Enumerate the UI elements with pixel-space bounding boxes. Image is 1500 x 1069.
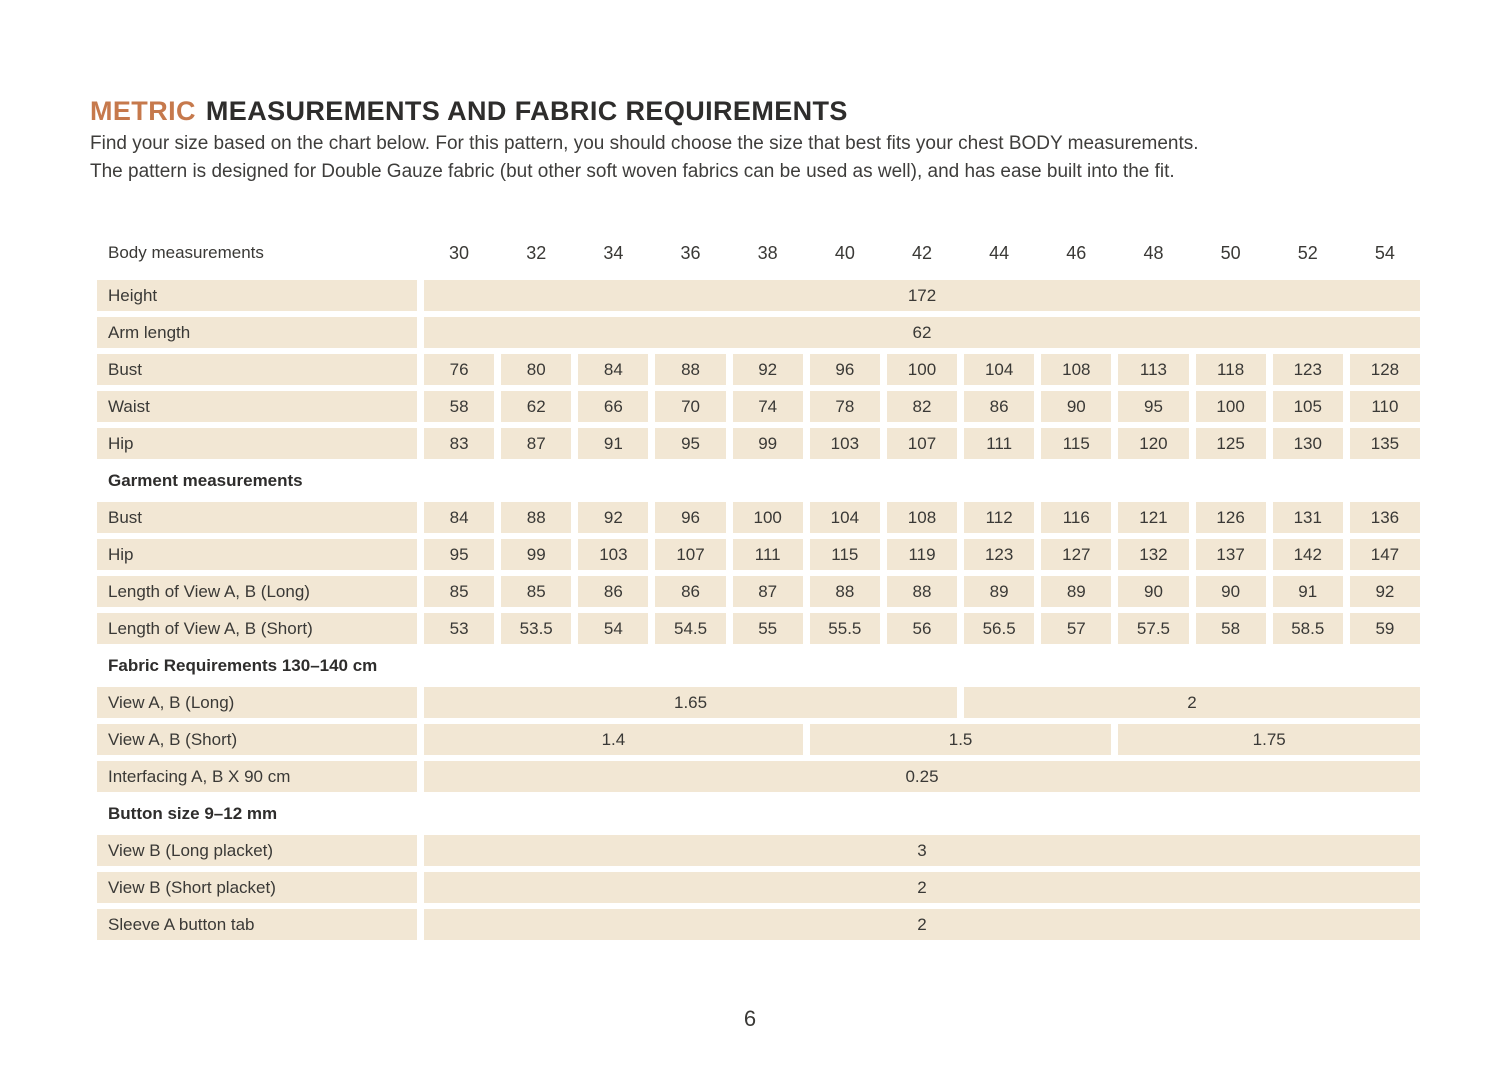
table-header-label: Body measurements [108, 243, 264, 262]
row-label: View A, B (Short) [97, 724, 417, 755]
value-cell: 99 [733, 428, 803, 459]
value-cell: 111 [964, 428, 1034, 459]
value-cell: 88 [810, 576, 880, 607]
row-label: Bust [97, 354, 417, 385]
row-label: Bust [97, 502, 417, 533]
value-cell: 92 [733, 354, 803, 385]
page-title-accent: METRIC [90, 96, 196, 126]
value-cell: 121 [1118, 502, 1188, 533]
value-cell: 58 [1196, 613, 1266, 644]
value-cell: 90 [1196, 576, 1266, 607]
value-cell: 62 [424, 317, 1420, 348]
row-label: View B (Short placket) [97, 872, 417, 903]
page-number: 6 [743, 1006, 757, 1031]
row-label: Waist [97, 391, 417, 422]
value-cell: 108 [1041, 354, 1111, 385]
value-cell: 88 [887, 576, 957, 607]
measurement-table [97, 232, 1420, 940]
value-cell: 112 [964, 502, 1034, 533]
value-cell: 1.75 [1118, 724, 1420, 755]
value-cell: 115 [1041, 428, 1111, 459]
value-cell: 66 [578, 391, 648, 422]
value-cell: 89 [964, 576, 1034, 607]
value-cell: 1.4 [424, 724, 803, 755]
row-label: Length of View A, B (Long) [97, 576, 417, 607]
size-column-header: 52 [1297, 242, 1318, 263]
value-cell: 132 [1118, 539, 1188, 570]
row-label: Height [97, 280, 417, 311]
value-cell: 55 [733, 613, 803, 644]
intro-paragraph [90, 130, 1420, 186]
value-cell: 84 [424, 502, 494, 533]
value-cell: 119 [887, 539, 957, 570]
value-cell: 0.25 [424, 761, 1420, 792]
value-cell: 142 [1273, 539, 1343, 570]
value-cell: 104 [810, 502, 880, 533]
value-cell: 90 [1118, 576, 1188, 607]
value-cell: 100 [887, 354, 957, 385]
value-cell: 90 [1041, 391, 1111, 422]
value-cell: 123 [1273, 354, 1343, 385]
size-column-header: 34 [603, 242, 624, 263]
value-cell: 86 [964, 391, 1034, 422]
page-title-rest: MEASUREMENTS AND FABRIC REQUIREMENTS [205, 96, 848, 126]
intro-line-2: The pattern is designed for Double Gauze fabric (but other soft woven fabrics can be used as well), and has ease built into the fit. [90, 161, 1175, 182]
value-cell: 131 [1273, 502, 1343, 533]
row-label: Length of View A, B (Short) [97, 613, 417, 644]
value-cell: 125 [1196, 428, 1266, 459]
size-column-header: 32 [526, 242, 547, 263]
value-cell: 78 [810, 391, 880, 422]
value-cell: 53 [424, 613, 494, 644]
value-cell: 107 [887, 428, 957, 459]
value-cell: 113 [1118, 354, 1188, 385]
value-cell: 115 [810, 539, 880, 570]
value-cell: 103 [578, 539, 648, 570]
value-cell: 54 [578, 613, 648, 644]
value-cell: 136 [1350, 502, 1420, 533]
value-cell: 110 [1350, 391, 1420, 422]
section-header: Button size 9–12 mm [97, 798, 1420, 829]
value-cell: 87 [733, 576, 803, 607]
value-cell: 57.5 [1118, 613, 1188, 644]
row-label: Hip [97, 539, 417, 570]
value-cell: 55.5 [810, 613, 880, 644]
size-column-header: 38 [757, 242, 778, 263]
intro-line-1: Find your size based on the chart below. For this pattern, you should choose the size that best fits your chest BODY measurements. [90, 133, 1199, 154]
value-cell: 105 [1273, 391, 1343, 422]
value-cell: 123 [964, 539, 1034, 570]
row-label: View B (Long placket) [97, 835, 417, 866]
value-cell: 58.5 [1273, 613, 1343, 644]
value-cell: 99 [501, 539, 571, 570]
value-cell: 2 [424, 909, 1420, 940]
value-cell: 118 [1196, 354, 1266, 385]
value-cell: 135 [1350, 428, 1420, 459]
value-cell: 95 [1118, 391, 1188, 422]
value-cell: 80 [501, 354, 571, 385]
value-cell: 100 [1196, 391, 1266, 422]
row-label: Hip [97, 428, 417, 459]
value-cell: 1.5 [810, 724, 1112, 755]
value-cell: 57 [1041, 613, 1111, 644]
size-column-header: 44 [989, 242, 1010, 263]
value-cell: 82 [887, 391, 957, 422]
value-cell: 137 [1196, 539, 1266, 570]
value-cell: 70 [655, 391, 725, 422]
size-column-header: 54 [1374, 242, 1395, 263]
value-cell: 96 [810, 354, 880, 385]
value-cell: 127 [1041, 539, 1111, 570]
value-cell: 3 [424, 835, 1420, 866]
value-cell: 108 [887, 502, 957, 533]
value-cell: 100 [733, 502, 803, 533]
value-cell: 172 [424, 280, 1420, 311]
value-cell: 95 [424, 539, 494, 570]
size-column-header: 50 [1220, 242, 1241, 263]
size-column-header: 42 [911, 242, 932, 263]
value-cell: 126 [1196, 502, 1266, 533]
value-cell: 89 [1041, 576, 1111, 607]
value-cell: 2 [964, 687, 1420, 718]
section-header: Garment measurements [97, 465, 1420, 496]
value-cell: 130 [1273, 428, 1343, 459]
value-cell: 83 [424, 428, 494, 459]
value-cell: 56.5 [964, 613, 1034, 644]
size-column-header: 48 [1143, 242, 1164, 263]
value-cell: 95 [655, 428, 725, 459]
section-header: Fabric Requirements 130–140 cm [97, 650, 1420, 681]
row-label: Interfacing A, B X 90 cm [97, 761, 417, 792]
value-cell: 128 [1350, 354, 1420, 385]
value-cell: 104 [964, 354, 1034, 385]
value-cell: 88 [501, 502, 571, 533]
value-cell: 85 [501, 576, 571, 607]
value-cell: 116 [1041, 502, 1111, 533]
value-cell: 111 [733, 539, 803, 570]
row-label: Sleeve A button tab [97, 909, 417, 940]
value-cell: 56 [887, 613, 957, 644]
value-cell: 53.5 [501, 613, 571, 644]
value-cell: 107 [655, 539, 725, 570]
value-cell: 103 [810, 428, 880, 459]
row-label: View A, B (Long) [97, 687, 417, 718]
value-cell: 120 [1118, 428, 1188, 459]
value-cell: 92 [578, 502, 648, 533]
size-column-header: 40 [834, 242, 855, 263]
value-cell: 88 [655, 354, 725, 385]
row-label: Arm length [97, 317, 417, 348]
value-cell: 54.5 [655, 613, 725, 644]
value-cell: 86 [655, 576, 725, 607]
value-cell: 58 [424, 391, 494, 422]
value-cell: 86 [578, 576, 648, 607]
value-cell: 1.65 [424, 687, 957, 718]
value-cell: 91 [1273, 576, 1343, 607]
value-cell: 91 [578, 428, 648, 459]
value-cell: 85 [424, 576, 494, 607]
size-column-header: 46 [1066, 242, 1087, 263]
value-cell: 74 [733, 391, 803, 422]
value-cell: 59 [1350, 613, 1420, 644]
size-column-header: 30 [449, 242, 470, 263]
value-cell: 96 [655, 502, 725, 533]
value-cell: 87 [501, 428, 571, 459]
size-column-header: 36 [680, 242, 701, 263]
value-cell: 92 [1350, 576, 1420, 607]
value-cell: 147 [1350, 539, 1420, 570]
value-cell: 62 [501, 391, 571, 422]
value-cell: 84 [578, 354, 648, 385]
value-cell: 76 [424, 354, 494, 385]
page-title [90, 96, 848, 127]
value-cell: 2 [424, 872, 1420, 903]
